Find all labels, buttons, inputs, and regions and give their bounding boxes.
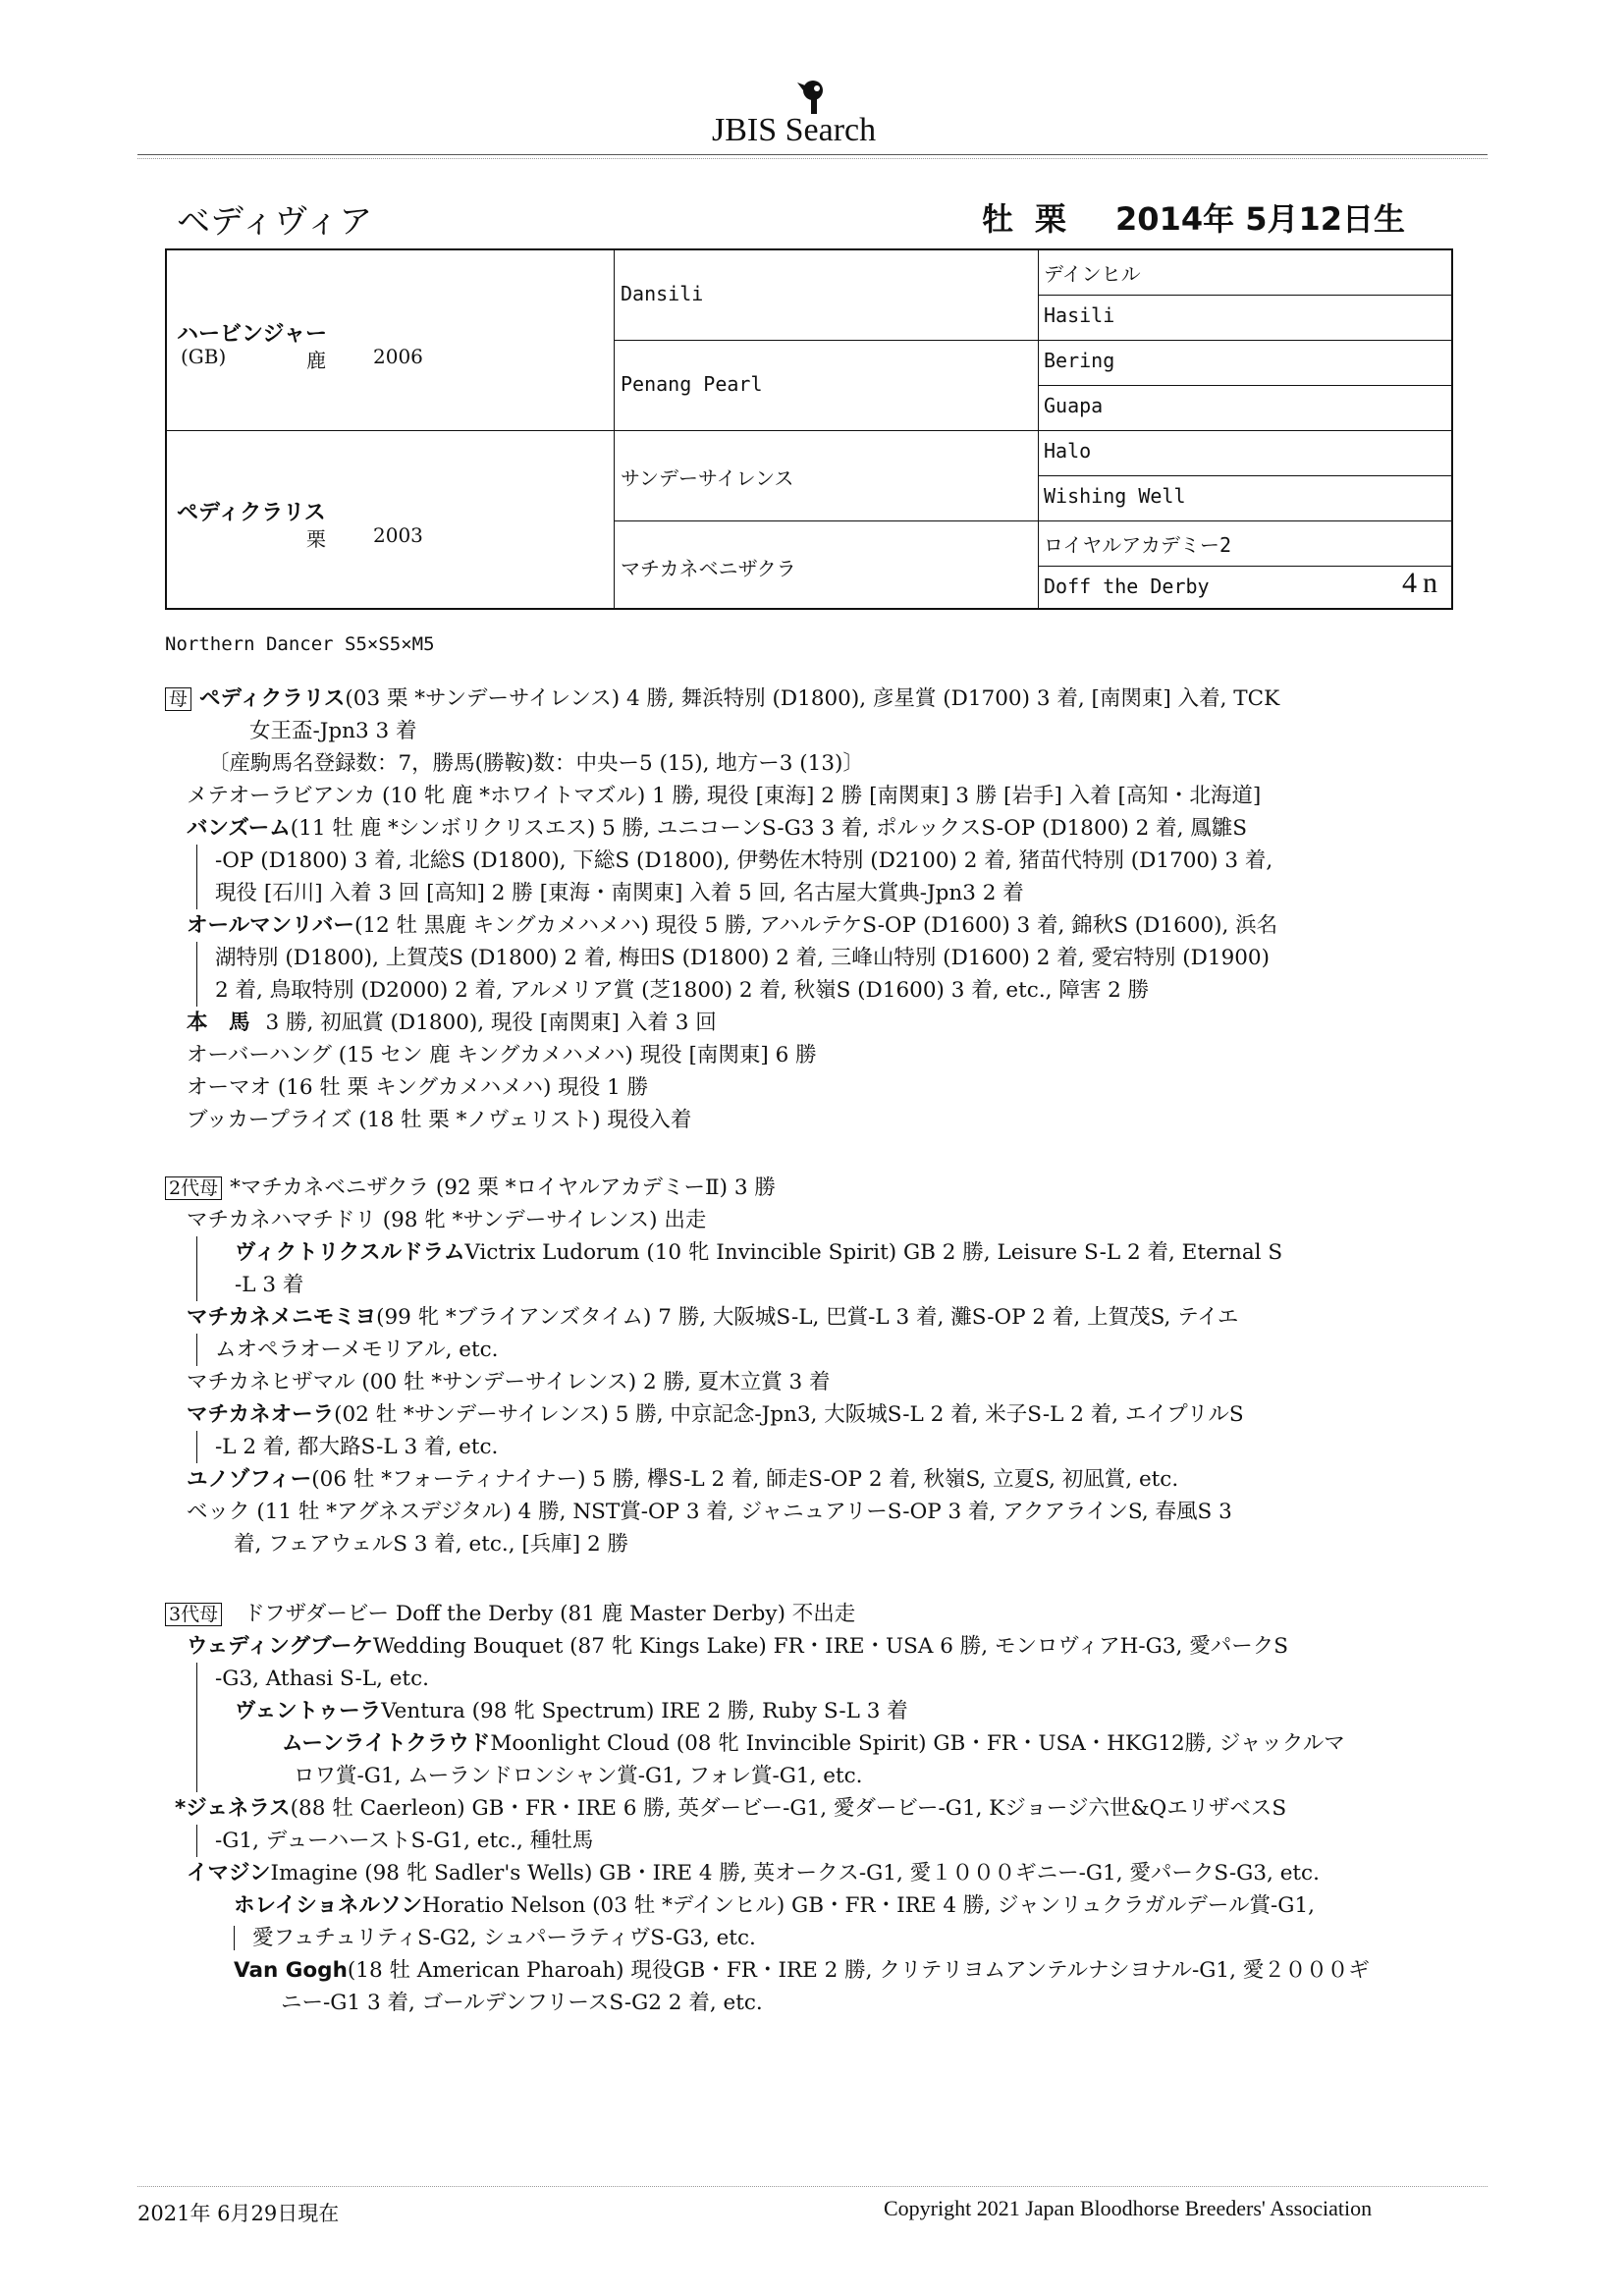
g2-line: マチカネハマチドリ (98 牝 *サンデーサイレンス) 出走 xyxy=(187,1208,707,1232)
dam-line-name: 本 馬 xyxy=(187,1011,250,1035)
g3-line-text: Imagine (98 牝 Sadler's Wells) GB・IRE 4 勝, 英オークス-G1, 愛１０００ギニー-G1, 愛パークS-G3, etc. xyxy=(270,1861,1320,1886)
g3-line-name: ホレイショネルソン xyxy=(234,1893,422,1918)
ped-gen2-4: マチカネベニザクラ xyxy=(621,557,796,580)
ped-gen3-4: Guapa xyxy=(1044,394,1104,417)
g3-line-text: (18 牡 American Pharoah) 現役GB・FR・IRE 2 勝, クリテリヨムアンテルナシヨナル-G1, 愛２０００ギ xyxy=(347,1958,1370,1983)
horse-profile xyxy=(982,194,1427,240)
dam-line: 〔産駒馬名登録数：7，勝馬(勝鞍)数：中央ー5 (15), 地方ー3 (13)〕 xyxy=(208,751,864,776)
g3-line: 愛フュチュリティS-G2, シュパーラティヴS-G3, etc. xyxy=(234,1926,756,1950)
sire-name: ハービンジャー xyxy=(177,322,328,347)
sire-origin: (GB) xyxy=(181,345,227,368)
horse-head-icon xyxy=(793,77,833,116)
ped-gen3-8: Doff the Derby xyxy=(1044,574,1210,598)
g2-line: -L 2 着, 都大路S-L 3 着, etc. xyxy=(196,1431,1282,1463)
g3-line-name: ウェディングブーケ xyxy=(187,1634,373,1659)
g2-line-name: マチカネメニモミヨ xyxy=(187,1305,377,1330)
dam-line-text: (12 牡 黒鹿 キングカメハメハ) 現役 5 勝, アハルテケS-OP (D1600) 3 着, 錦秋S (D1600), 浜名 xyxy=(353,913,1278,938)
sire-color: 鹿 xyxy=(306,349,326,372)
ped-gen2-2: Penang Pearl xyxy=(621,372,763,396)
sire-year: 2006 xyxy=(373,345,423,368)
horse-name: ベディヴィア xyxy=(177,202,373,242)
horse-color: 栗 xyxy=(1035,200,1067,238)
g2-line-text: Victrix Ludorum (10 牝 Invincible Spirit) GB 2 勝, Leisure S-L 2 着, Eternal S xyxy=(464,1240,1283,1265)
header-divider xyxy=(137,154,1488,155)
g2-line: ムオペラオーメモリアル, etc. xyxy=(196,1334,1282,1366)
dam-line: メテオーラビアンカ (10 牝 鹿 *ホワイトマズル) 1 勝, 現役 [東海] 2 勝 [南関東] 3 勝 [岩手] 入着 [高知・北海道] xyxy=(187,784,1262,808)
dam-year: 2003 xyxy=(373,523,423,547)
dam-line-text: (11 牡 鹿 *シンボリクリスエス) 5 勝, ユニコーンS-G3 3 着, ポルックスS-OP (D1800) 2 着, 鳳雛S xyxy=(290,816,1247,841)
ped-gen3-2: Hasili xyxy=(1044,303,1115,327)
header-divider-dotted xyxy=(137,158,1488,159)
ped-gen2-1: Dansili xyxy=(621,282,704,305)
jbis-logo xyxy=(712,77,947,155)
g3-line-name: *ジェネラス xyxy=(175,1796,291,1821)
footer-divider xyxy=(137,2186,1488,2187)
dam-line-text: (03 栗 *サンデーサイレンス) 4 勝, 舞浜特別 (D1800), 彦星賞 (D1700) 3 着, [南関東] 入着, TCK xyxy=(345,686,1280,711)
g3-line: -G1, デューハーストS-G1, etc., 種牡馬 xyxy=(196,1825,1370,1857)
dam-line: ブッカープライズ (18 牡 栗 *ノヴェリスト) 現役入着 xyxy=(187,1108,692,1132)
ped-gen3-6: Wishing Well xyxy=(1044,484,1186,508)
g3-line-text: (88 牡 Caerleon) GB・FR・IRE 6 勝, 英ダービー-G1, 愛ダービー-G1, Kジョージ六世&QエリザベスS xyxy=(290,1796,1287,1821)
g2-line: *マチカネベニザクラ (92 栗 *ロイヤルアカデミーⅡ) 3 勝 xyxy=(230,1175,776,1200)
dam-line-name: ペディクラリス xyxy=(199,686,346,711)
g2-line: マチカネヒザマル (00 牡 *サンデーサイレンス) 2 勝, 夏木立賞 3 着 xyxy=(187,1370,831,1394)
g2-line-text: (99 牝 *ブライアンズタイム) 7 勝, 大阪城S-L, 巴賞-L 3 着, 灘S-OP 2 着, 上賀茂S, テイエ xyxy=(376,1305,1239,1330)
pedigree-table xyxy=(165,248,1453,610)
g3-line-text: Moonlight Cloud (08 牝 Invincible Spirit) GB・FR・USA・HKG12勝, ジャックルマ xyxy=(490,1731,1345,1756)
ped-gen3-5: Halo xyxy=(1044,439,1092,463)
logo-text: JBIS Search xyxy=(712,112,877,148)
g2-line: -L 3 着 xyxy=(196,1269,1282,1301)
third-dam-section xyxy=(165,1598,1370,2019)
g3-line-text: Horatio Nelson (03 牡 *デインヒル) GB・FR・IRE 4 勝, ジャンリュクラガルデール賞-G1, xyxy=(422,1893,1315,1918)
dam-line: オーバーハング (15 セン 鹿 キングカメハメハ) 現役 [南関東] 6 勝 xyxy=(187,1043,817,1067)
ped-gen3-3: Bering xyxy=(1044,349,1115,372)
dam-tag: 母 xyxy=(165,687,191,711)
dam-section xyxy=(165,683,1279,1136)
g2-line-text: (02 牡 *サンデーサイレンス) 5 勝, 中京記念-Jpn3, 大阪城S-L 2 着, 米子S-L 2 着, エイプリルS xyxy=(334,1402,1244,1427)
dam-line: 現役 [石川] 入着 3 回 [高知] 2 勝 [東海・南関東] 入着 5 回, 名古屋大賞典-Jpn3 2 着 xyxy=(196,877,1279,909)
footer-date: 2021年 6月29日現在 xyxy=(137,2202,340,2225)
ped-gen3-1: デインヒル xyxy=(1044,262,1141,286)
g3-line-name: ヴェントゥーラ xyxy=(235,1699,382,1723)
g2-line-name: ヴィクトリクスルドラム xyxy=(235,1240,465,1265)
g2-line: 着, フェアウェルS 3 着, etc., [兵庫] 2 勝 xyxy=(234,1532,629,1557)
dam-line: 女王盃-Jpn3 3 着 xyxy=(249,719,417,743)
g3-line-name: Van Gogh xyxy=(234,1958,348,1983)
ped-gen2-3: サンデーサイレンス xyxy=(621,466,794,490)
dam-line: 2 着, 鳥取特別 (D2000) 2 着, アルメリア賞 (芝1800) 2 着, 秋嶺S (D1600) 3 着, etc., 障害 2 勝 xyxy=(196,974,1279,1007)
second-dam-tag: 2代母 xyxy=(165,1176,222,1200)
g3-line: ニー-G1 3 着, ゴールデンフリースS-G2 2 着, etc. xyxy=(281,1991,763,2015)
dam-line: -OP (D1800) 3 着, 北総S (D1800), 下総S (D1800), 伊勢佐木特別 (D2100) 2 着, 猪苗代特別 (D1700) 3 着, xyxy=(196,845,1279,877)
g3-line: ロワ賞-G1, ムーランドロンシャン賞-G1, フォレ賞-G1, etc. xyxy=(196,1760,1370,1792)
g2-line-text: (06 牡 *フォーティナイナー) 5 勝, 欅S-L 2 着, 師走S-OP 2 着, 秋嶺S, 立夏S, 初凪賞, etc. xyxy=(311,1467,1179,1492)
dam-name: ペディクラリス xyxy=(177,501,326,525)
second-dam-section xyxy=(165,1172,1282,1560)
g3-line-text: Wedding Bouquet (87 牝 Kings Lake) FR・IRE・USA 6 勝, モンロヴィアH-G3, 愛パークS xyxy=(372,1634,1288,1659)
third-dam-tag: 3代母 xyxy=(165,1603,222,1626)
g3-line: ドフザダービー Doff the Derby (81 鹿 Master Derby) 不出走 xyxy=(244,1602,856,1626)
ped-gen3-7: ロイヤルアカデミー2 xyxy=(1044,533,1232,557)
footer-copyright: Copyright 2021 Japan Bloodhorse Breeders' Association xyxy=(884,2196,1373,2220)
horse-sex: 牡 xyxy=(982,200,1014,238)
dam-line-name: バンズーム xyxy=(187,816,291,841)
g3-line-name: イマジン xyxy=(187,1861,271,1886)
horse-birth: 2014年 5月12日生 xyxy=(1115,200,1406,238)
dam-line-text: 3 勝, 初凪賞 (D1800), 現役 [南関東] 入着 3 回 xyxy=(265,1011,717,1035)
g2-line: ベック (11 牡 *アグネスデジタル) 4 勝, NST賞-OP 3 着, ジャニュアリーS-OP 3 着, アクアラインS, 春風S 3 xyxy=(187,1500,1232,1524)
g3-line-name: ムーンライトクラウド xyxy=(282,1731,491,1756)
g2-line-name: ユノゾフィー xyxy=(187,1467,312,1492)
dam-line-name: オールマンリバー xyxy=(187,913,354,938)
g3-line: -G3, Athasi S-L, etc. xyxy=(196,1663,1370,1695)
pedigree-extra: 4n xyxy=(1402,567,1443,599)
inbreeding-note: Northern Dancer S5×S5×M5 xyxy=(165,633,435,655)
dam-color: 栗 xyxy=(306,527,326,551)
g2-line-name: マチカネオーラ xyxy=(187,1402,335,1427)
dam-line: 湖特別 (D1800), 上賀茂S (D1800) 2 着, 梅田S (D1800) 2 着, 三峰山特別 (D1600) 2 着, 愛宕特別 (D1900) xyxy=(196,942,1279,974)
dam-line: オーマオ (16 牡 栗 キングカメハメハ) 現役 1 勝 xyxy=(187,1075,649,1100)
g3-line-text: Ventura (98 牝 Spectrum) IRE 2 勝, Ruby S-L 3 着 xyxy=(381,1699,908,1723)
